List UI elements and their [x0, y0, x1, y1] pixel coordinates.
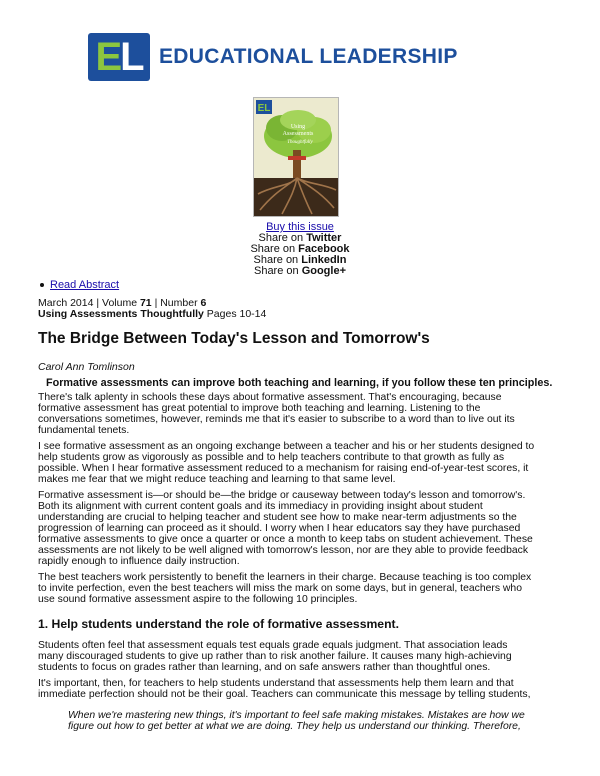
bullet-icon [40, 283, 44, 287]
read-abstract-link[interactable]: Read Abstract [50, 279, 120, 291]
text-line: I see formative assessment as an ongoing exchange between a teacher and his or her students designed to [38, 441, 535, 452]
text-line: help students grow as vigorously as possible and to help teachers contribute to that growth as fully as [38, 452, 505, 463]
logo-badge-l: L [120, 35, 143, 79]
cover-title-line1: Using [290, 124, 306, 130]
text-line: formative assessment has great potential to improve both teaching and learning. Listening to the [38, 403, 481, 414]
text-line: students to focus on grades rather than learning, and on safe answers rather than thoughtful ones. [38, 662, 491, 673]
share-prefix: Share on [258, 232, 307, 244]
volume-label: Volume [102, 297, 140, 309]
article-title: The Bridge Between Today's Lesson and Tomorrow's [38, 330, 430, 347]
share-googleplus-label: Google+ [301, 265, 346, 277]
text-line: use sound formative assessment aspire to the following 10 principles. [38, 594, 358, 605]
site-logo[interactable] [88, 33, 458, 81]
cover-illustration [254, 98, 338, 216]
logo-wordmark: EDUCATIONAL LEADERSHIP [159, 45, 458, 68]
text-line: conversations sometimes, however, reminds me that it's easier to subscribe to a word than to live out its [38, 414, 515, 425]
text-line: Students often feel that assessment equals test equals grade equals judgment. That association leads [38, 640, 508, 651]
text-line: assessments are not likely to be well aligned with tomorrow's lesson, nor are they able to provide feedback [38, 545, 529, 556]
block-quote [68, 710, 525, 732]
issue-number: 6 [200, 297, 207, 309]
paragraph-6 [38, 678, 530, 700]
article-lead: Formative assessments can improve both teaching and learning, if you follow these ten principles. [46, 377, 553, 389]
cover-badge: EL [257, 103, 271, 114]
issue-title: Using Assessments Thoughtfully [38, 308, 204, 320]
text-line: immediate perfection should not be their goal. Teachers can communicate this message by telling students, [38, 689, 531, 700]
magazine-cover-image[interactable] [253, 97, 339, 217]
cover-subtitle: Thoughtfully [287, 140, 313, 145]
quote-line: figure out how to get better at what we are doing. They help us understand our thinking. Therefore, [68, 721, 521, 732]
cover-title-line2: Assessments [282, 131, 314, 137]
issue-title-row [38, 308, 266, 320]
text-line: Formative assessment is—or should be—the bridge or causeway between today's lesson and tomorrow's. [38, 490, 526, 501]
text-line: It's important, then, for teachers to help students understand that assessments help them learn and that [38, 678, 514, 689]
buy-this-issue-link[interactable]: Buy this issue [266, 221, 334, 233]
share-linkedin-label: LinkedIn [301, 254, 347, 266]
meta-separator: | [151, 297, 161, 309]
meta-separator: | [93, 297, 103, 309]
text-line: The best teachers work persistently to benefit the learners in their charge. Because teaching is too complex [38, 572, 532, 583]
text-line: many discouraged students to give up rather than to risk another failure. It causes many high-achieving [38, 651, 512, 662]
number-label: Number [160, 297, 201, 309]
text-line: fundamental tenets. [38, 425, 130, 436]
share-prefix: Share on [253, 254, 302, 266]
paragraph-3 [38, 490, 533, 567]
share-twitter-label: Twitter [306, 232, 342, 244]
text-line: rapidly enough to influence daily instruction. [38, 556, 240, 567]
abstract-list-item [40, 279, 119, 291]
text-line: Both its alignment with current content goals and its immediacy in providing insight about student [38, 501, 483, 512]
text-line: to invite perfection, even the best teachers will miss the mark on some days, but in general, teachers who [38, 583, 522, 594]
share-googleplus[interactable] [0, 266, 600, 277]
paragraph-5 [38, 640, 512, 673]
text-line: makes me fear that we might reduce teaching and learning to that same level. [38, 474, 396, 485]
el-logo-badge [88, 33, 150, 81]
paragraph-1 [38, 392, 515, 436]
page-range: Pages 10-14 [203, 308, 267, 320]
text-line: There's talk aplenty in schools these days about formative assessment. That's encouraging, because [38, 392, 502, 403]
section-heading-1: 1. Help students understand the role of formative assessment. [38, 617, 399, 631]
volume-number: 71 [139, 297, 152, 309]
share-prefix: Share on [253, 265, 302, 277]
article-author: Carol Ann Tomlinson [38, 361, 135, 373]
text-line: progression of learning can proceed as it should. I worry when I hear educators say they have purchased [38, 523, 521, 534]
share-prefix: Share on [250, 243, 299, 255]
text-line: understanding are crucial to helping teacher and student see how to make near-term adjustments so the [38, 512, 517, 523]
share-facebook-label: Facebook [298, 243, 350, 255]
text-line: possible. When I hear formative assessment reduced to a mechanism for raising end-of-year-test scores, it [38, 463, 529, 474]
paragraph-4 [38, 572, 531, 605]
paragraph-2 [38, 441, 534, 485]
text-line: formative assessments to give once a quarter or once a month to keep tabs on student achievement. These [38, 534, 533, 545]
quote-line: When we're mastering new things, it's important to feel safe making mistakes. Mistakes are how we [68, 710, 525, 721]
logo-badge-e: E [95, 35, 121, 79]
issue-date: March 2014 [38, 297, 94, 309]
